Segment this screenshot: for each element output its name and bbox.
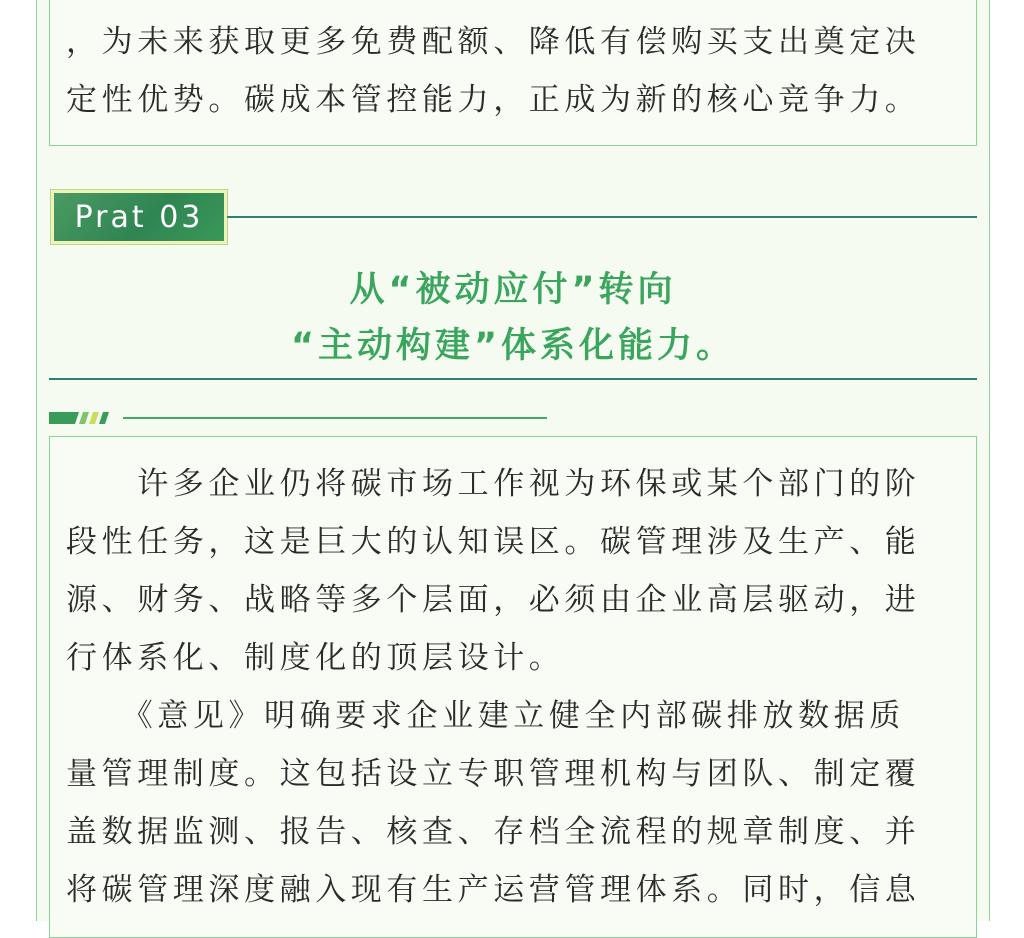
decorative-stripes-icon <box>49 412 113 424</box>
article-page <box>36 0 990 921</box>
text-box-top <box>49 0 977 146</box>
section-divider <box>49 378 977 380</box>
section-heading-line1: 从“被动应付”转向 <box>349 270 677 310</box>
decorative-stripe-line <box>123 417 547 419</box>
text-box-main <box>49 436 977 938</box>
paragraph-2: 《意见》明确要求企业建立健全内部碳排放数据质 量管理制度。这包括设立专职管理机构与团队、制定覆 盖数据监测、报告、核查、存档全流程的规章制度、并 将碳管理深度融入现有生产运营管理体系。同时，信息 <box>66 698 921 908</box>
paragraph-1: 许多企业仍将碳市场工作视为环保或某个部门的阶 段性任务，这是巨大的认知误区。碳管理涉及生产、能 源、财务、战略等多个层面，必须由企业高层驱动，进 行体系化、制度化的顶层设计。 <box>66 466 921 676</box>
section-tag: Prat 03 <box>51 190 227 244</box>
paragraph-top: ，为未来获取更多免费配额、降低有偿购买支出奠定决 定性优势。碳成本管控能力，正成为新的核心竞争力。 <box>66 24 921 118</box>
section-tag-line <box>227 216 977 218</box>
section-heading-line2: “主动构建”体系化能力。 <box>290 326 735 366</box>
